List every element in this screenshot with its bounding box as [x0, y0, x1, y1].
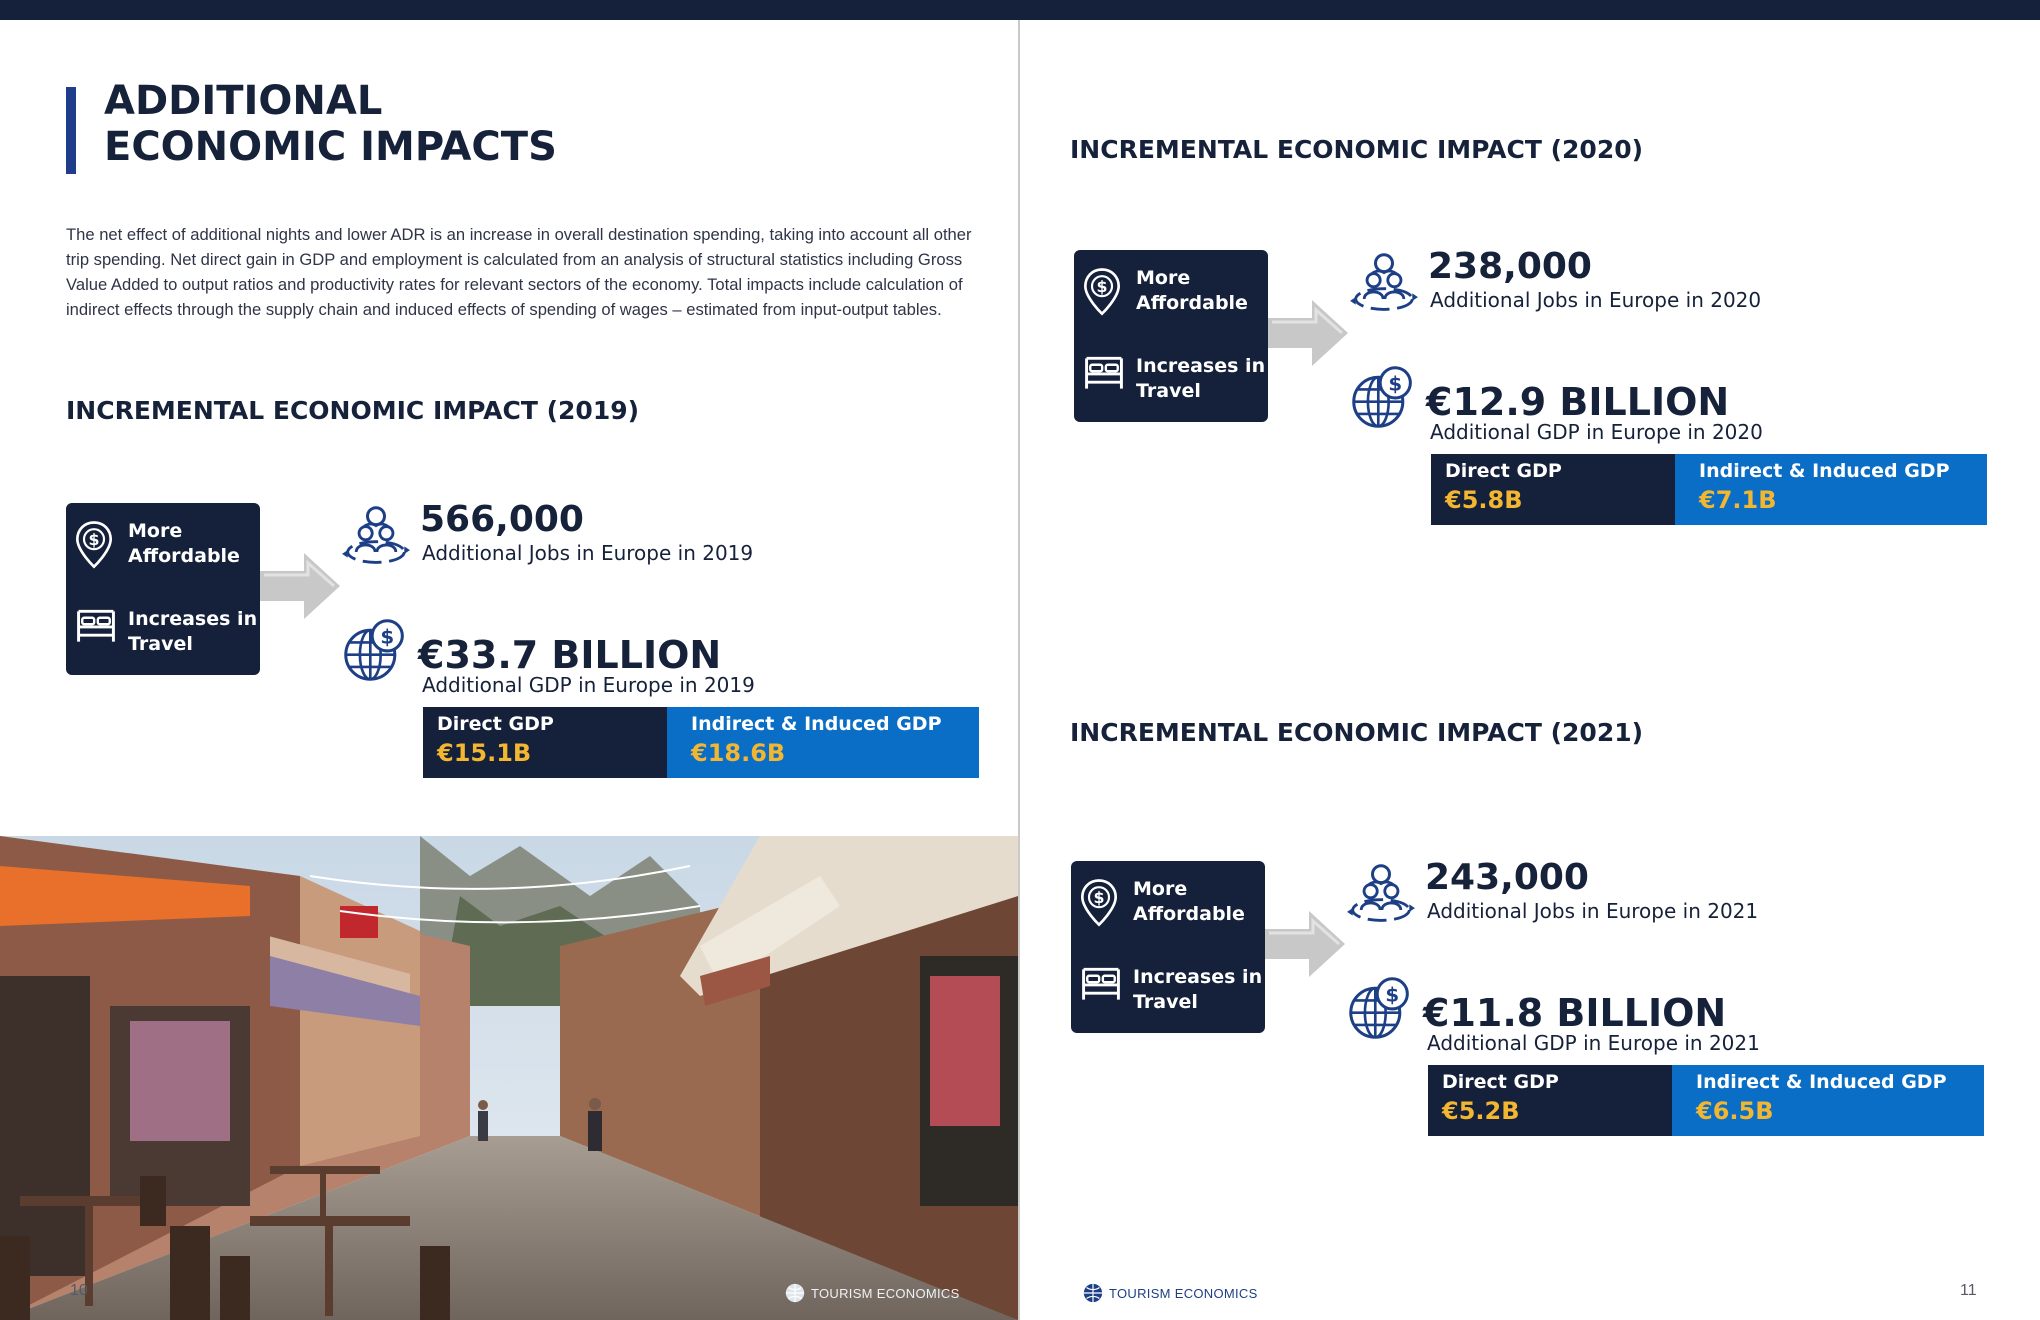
- driver-label: More Affordable: [128, 520, 240, 567]
- jobs-caption: Additional Jobs in Europe in 2021: [1427, 899, 1759, 923]
- drivers-box: [66, 503, 260, 675]
- driver-label: Increases in Travel: [1136, 355, 1266, 402]
- drivers-box: [1071, 861, 1265, 1033]
- gdp-value: €11.8 BILLION: [1423, 991, 1727, 1035]
- right-page: [1020, 20, 2040, 1320]
- driver-more-affordable: [1080, 262, 1265, 322]
- top-bar: [0, 0, 2040, 20]
- direct-gdp-value: €15.1B: [437, 739, 532, 767]
- impact-block-2019: [66, 499, 986, 783]
- drivers-box: [1074, 250, 1268, 422]
- driver-increases-travel: [1077, 961, 1262, 1021]
- street-scene-illustration: [0, 836, 1018, 1320]
- title-accent-bar: [66, 87, 76, 174]
- arrow-right-icon: [260, 553, 340, 619]
- page-number: 11: [1960, 1282, 1977, 1299]
- gdp-value: €33.7 BILLION: [418, 633, 722, 677]
- indirect-gdp-label: Indirect & Induced GDP: [691, 713, 942, 735]
- bed-icon: [1082, 354, 1126, 392]
- globe-dollar-icon: [342, 615, 408, 685]
- direct-gdp-value: €5.2B: [1442, 1097, 1520, 1125]
- arrow-right-icon: [1265, 911, 1345, 977]
- page-title-line-2: ECONOMIC IMPACTS: [104, 124, 557, 170]
- direct-gdp-cell: [1428, 1065, 1672, 1136]
- section-heading-2020: INCREMENTAL ECONOMIC IMPACT (2020): [1070, 135, 1644, 164]
- direct-gdp-cell: [1431, 454, 1675, 525]
- brand-logo: [1082, 1282, 1258, 1304]
- section-heading-2021: INCREMENTAL ECONOMIC IMPACT (2021): [1070, 718, 1644, 747]
- indirect-gdp-value: €6.5B: [1696, 1097, 1774, 1125]
- driver-more-affordable: [72, 515, 257, 575]
- gdp-caption: Additional GDP in Europe in 2021: [1427, 1031, 1760, 1055]
- people-network-icon: [1346, 250, 1422, 316]
- page-title-line-1: ADDITIONAL: [104, 78, 383, 124]
- gdp-caption: Additional GDP in Europe in 2020: [1430, 420, 1763, 444]
- direct-gdp-label: Direct GDP: [1442, 1071, 1559, 1093]
- brand-logo: [784, 1282, 960, 1304]
- jobs-value: 566,000: [420, 499, 584, 540]
- page-number: 10: [70, 1282, 88, 1299]
- impact-block-2021: [1071, 857, 1991, 1141]
- people-network-icon: [1343, 861, 1419, 927]
- bed-icon: [1079, 965, 1123, 1003]
- jobs-caption: Additional Jobs in Europe in 2019: [422, 541, 754, 565]
- intro-paragraph: The net effect of additional nights and lower ADR is an increase in overall destination spending, taking into account all other trip spending. Net direct gain in GDP and employment is calculated from an analysis of structural statistics including Gross Value Added to output ratios and productivity rates for relevant sectors of the economy. Total impacts include calculation of indirect effects through the supply chain and induced effects of spending of wages – estimated from input-output tables.: [66, 225, 972, 319]
- map-pin-dollar-icon: [1082, 266, 1122, 318]
- gdp-value: €12.9 BILLION: [1426, 380, 1730, 424]
- indirect-gdp-value: €18.6B: [691, 739, 786, 767]
- street-photo: [0, 836, 1018, 1320]
- indirect-gdp-label: Indirect & Induced GDP: [1696, 1071, 1947, 1093]
- indirect-gdp-value: €7.1B: [1699, 486, 1777, 514]
- jobs-caption: Additional Jobs in Europe in 2020: [1430, 288, 1762, 312]
- bed-icon: [74, 607, 118, 645]
- driver-increases-travel: [72, 603, 257, 663]
- indirect-gdp-label: Indirect & Induced GDP: [1699, 460, 1950, 482]
- impact-block-2020: [1074, 246, 1994, 530]
- jobs-value: 238,000: [1428, 246, 1592, 287]
- section-heading-2019: INCREMENTAL ECONOMIC IMPACT (2019): [66, 396, 640, 425]
- brand-name: TOURISM ECONOMICS: [811, 1285, 960, 1301]
- arrow-right-icon: [1268, 300, 1348, 366]
- jobs-value: 243,000: [1425, 857, 1589, 898]
- globe-logo-icon: [1082, 1282, 1104, 1304]
- indirect-gdp-cell: [667, 707, 979, 778]
- driver-more-affordable: [1077, 873, 1262, 933]
- map-pin-dollar-icon: [74, 519, 114, 571]
- globe-dollar-icon: [1350, 362, 1416, 432]
- people-network-icon: [338, 503, 414, 569]
- indirect-gdp-cell: [1675, 454, 1987, 525]
- direct-gdp-label: Direct GDP: [1445, 460, 1562, 482]
- indirect-gdp-cell: [1672, 1065, 1984, 1136]
- driver-label: Increases in Travel: [1133, 966, 1263, 1013]
- globe-dollar-icon: [1347, 973, 1413, 1043]
- left-page: [0, 20, 1018, 1320]
- direct-gdp-label: Direct GDP: [437, 713, 554, 735]
- map-pin-dollar-icon: [1079, 877, 1119, 929]
- driver-label: More Affordable: [1133, 878, 1245, 925]
- direct-gdp-cell: [423, 707, 667, 778]
- driver-label: Increases in Travel: [128, 608, 258, 655]
- driver-label: More Affordable: [1136, 267, 1248, 314]
- gdp-split: [423, 707, 979, 778]
- driver-increases-travel: [1080, 350, 1265, 410]
- gdp-caption: Additional GDP in Europe in 2019: [422, 673, 755, 697]
- gdp-split: [1428, 1065, 1984, 1136]
- globe-logo-icon: [784, 1282, 806, 1304]
- gdp-split: [1431, 454, 1987, 525]
- brand-name: TOURISM ECONOMICS: [1109, 1285, 1258, 1301]
- direct-gdp-value: €5.8B: [1445, 486, 1523, 514]
